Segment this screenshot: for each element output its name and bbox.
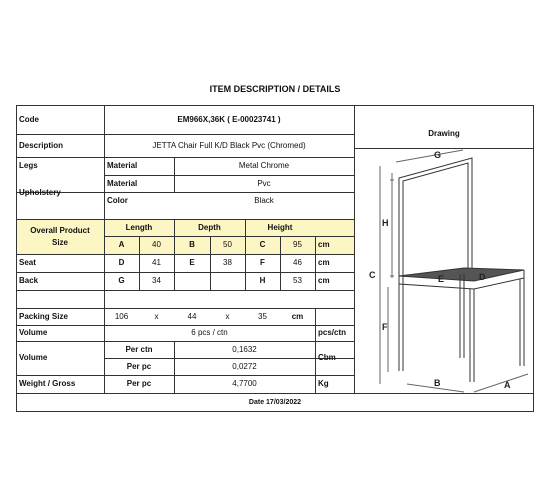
- back-length-value: 34: [152, 276, 161, 285]
- packing-sep-2: x: [225, 311, 230, 321]
- legs-label: Legs: [19, 161, 38, 170]
- per-ctn-value: 0,1632: [232, 344, 257, 354]
- upholstery-color-value: Black: [254, 196, 274, 205]
- description-label: Description: [19, 140, 64, 150]
- overall-depth-key: B: [189, 240, 195, 249]
- chair-backrest: [399, 158, 472, 313]
- drawing-label-h: H: [382, 218, 389, 228]
- volume-cbm-label: Volume: [19, 353, 48, 362]
- code-label: Code: [19, 114, 39, 124]
- upholstery-label: Upholstery: [19, 187, 61, 197]
- per-ctn-label: Per ctn: [125, 344, 153, 354]
- overall-length-key: A: [118, 240, 125, 249]
- volume-unit: pcs/ctn: [318, 328, 347, 337]
- chair-drawing: [354, 148, 534, 393]
- overall-length-value: 40: [152, 240, 161, 249]
- volume-label: Volume: [19, 328, 48, 337]
- seat-height-key: F: [260, 258, 265, 267]
- per-pc-volume-value: 0,0272: [232, 361, 257, 371]
- back-label: Back: [19, 276, 39, 285]
- packing-depth: 44: [187, 311, 197, 321]
- packing-height: 35: [258, 311, 267, 321]
- overall-height-value: 95: [293, 240, 302, 249]
- overall-depth-value: 50: [223, 240, 232, 249]
- page-title: ITEM DESCRIPTION / DETAILS: [209, 84, 341, 94]
- back-height-key: H: [259, 276, 266, 285]
- upholstery-color-label: Color: [107, 196, 128, 205]
- height-header: Height: [267, 222, 293, 232]
- date-footer: Date 17/03/2022: [248, 399, 302, 406]
- overall-height-key: C: [259, 240, 266, 249]
- drawing-label-f: F: [382, 322, 388, 332]
- overall-unit: cm: [318, 240, 330, 249]
- packing-unit: cm: [291, 311, 304, 321]
- description-value: JETTA Chair Full K/D Black Pvc (Chromed): [152, 140, 306, 150]
- back-unit: cm: [318, 276, 330, 285]
- chair-seat: [399, 268, 524, 281]
- weight-label: Weight / Gross: [19, 379, 76, 388]
- back-length-key: G: [118, 276, 125, 285]
- drawing-label-a: A: [504, 380, 511, 390]
- drawing-label-g: G: [434, 150, 442, 160]
- volume-value: 6 pcs / ctn: [191, 328, 228, 337]
- seat-label: Seat: [19, 258, 36, 267]
- chair-legs: [399, 274, 524, 382]
- seat-height-value: 46: [293, 258, 302, 267]
- seat-length-key: D: [118, 258, 125, 267]
- packing-sep-1: x: [154, 311, 159, 321]
- volume-cbm-unit: Cbm: [318, 353, 336, 362]
- code-value: EM966X,36K ( E-00023741 ): [177, 114, 281, 124]
- weight-value: 4,7700: [232, 379, 257, 388]
- depth-header: Depth: [198, 222, 221, 232]
- back-height-value: 53: [293, 276, 302, 285]
- drawing-title: Drawing: [428, 129, 460, 138]
- upholstery-material-value: Pvc: [257, 178, 271, 188]
- seat-length-value: 41: [152, 258, 161, 267]
- spec-sheet: [16, 84, 534, 412]
- packing-size-label: Packing Size: [19, 311, 68, 321]
- weight-per-pc-label: Per pc: [126, 379, 152, 388]
- weight-unit: Kg: [318, 379, 329, 388]
- drawing-label-c: C: [369, 270, 376, 280]
- per-pc-volume-label: Per pc: [126, 361, 152, 371]
- length-header: Length: [125, 222, 153, 232]
- legs-material-value: Metal Chrome: [238, 161, 290, 170]
- seat-unit: cm: [318, 258, 330, 267]
- drawing-label-b: B: [434, 378, 441, 388]
- packing-length: 106: [114, 311, 129, 321]
- legs-material-label: Material: [107, 161, 138, 170]
- drawing-label-e: E: [438, 274, 445, 284]
- upholstery-material-label: Material: [107, 178, 138, 188]
- seat-depth-key: E: [189, 258, 195, 267]
- overall-size-label: Overall Product Size: [30, 225, 90, 247]
- seat-depth-value: 38: [223, 258, 232, 267]
- drawing-label-d: D: [479, 272, 486, 282]
